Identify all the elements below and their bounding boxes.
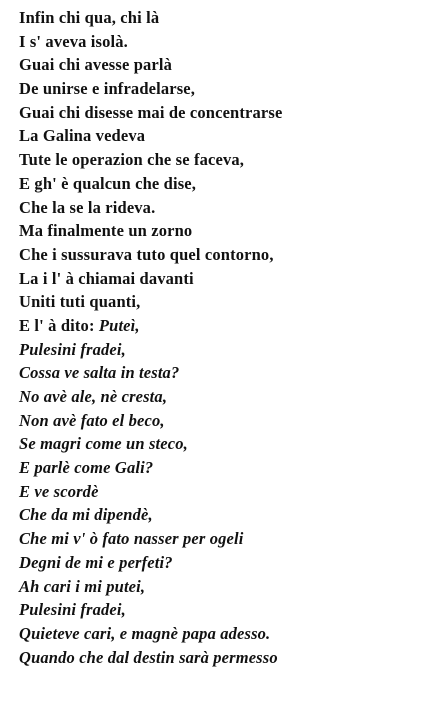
poem-line-18: Non avè fato el beco,	[19, 410, 165, 430]
poem-line-8: E gh' è qualcun che dise,	[19, 173, 197, 193]
poem-line-10: Ma finalmente un zorno	[19, 221, 193, 241]
poem-line-23: Che mi v' ò fato nasser per ogeli	[19, 529, 244, 549]
poem-line-14-roman: E l' à dito:	[19, 315, 95, 335]
poem-line-27: Quieteve cari, e magnè papa adesso.	[19, 623, 271, 643]
poem-text	[19, 6, 419, 669]
poem-line-14-italic: Puteì,	[98, 315, 140, 335]
poem-line-16: Cossa ve salta in testa?	[19, 363, 180, 383]
poem-line-3: Guai chi avesse parlà	[19, 55, 173, 75]
poem-line-13: Uniti tuti quanti,	[19, 292, 141, 312]
poem-line-21: E ve scordè	[19, 481, 99, 501]
poem-line-5: Guai chi disesse mai de concentrarse	[19, 102, 283, 122]
poem-line-20: E parlè come Gali?	[19, 458, 154, 478]
poem-line-12: La i l' à chiamai davanti	[19, 268, 194, 288]
poem-line-4: De unirse e infradelarse,	[19, 79, 196, 99]
poem-line-28: Quando che dal destin sarà permesso	[19, 647, 278, 667]
poem-line-22: Che da mi dipendè,	[19, 505, 153, 525]
poem-line-2: I s' aveva isolà.	[19, 31, 128, 51]
poem-line-17: No avè ale, nè cresta,	[19, 387, 168, 406]
poem-line-19: Se magri come un steco,	[19, 434, 188, 454]
poem-line-15: Pulesini fradei,	[19, 339, 126, 359]
poem-line-11: Che i sussurava tuto quel contorno,	[19, 244, 274, 264]
poem-line-6: La Galina vedeva	[19, 126, 146, 146]
poem-line-9: Che la se la rideva.	[19, 197, 156, 217]
poem-line-25: Ah cari i mi putei,	[19, 576, 146, 596]
poem-line-26: Pulesini fradei,	[19, 600, 126, 620]
poem-line-14	[19, 314, 419, 338]
poem-line-24: Degni de mi e perfeti?	[19, 552, 173, 572]
poem-line-1: Infin chi qua, chi là	[19, 8, 160, 27]
poem-line-7: Tute le operazion che se faceva,	[19, 150, 245, 170]
